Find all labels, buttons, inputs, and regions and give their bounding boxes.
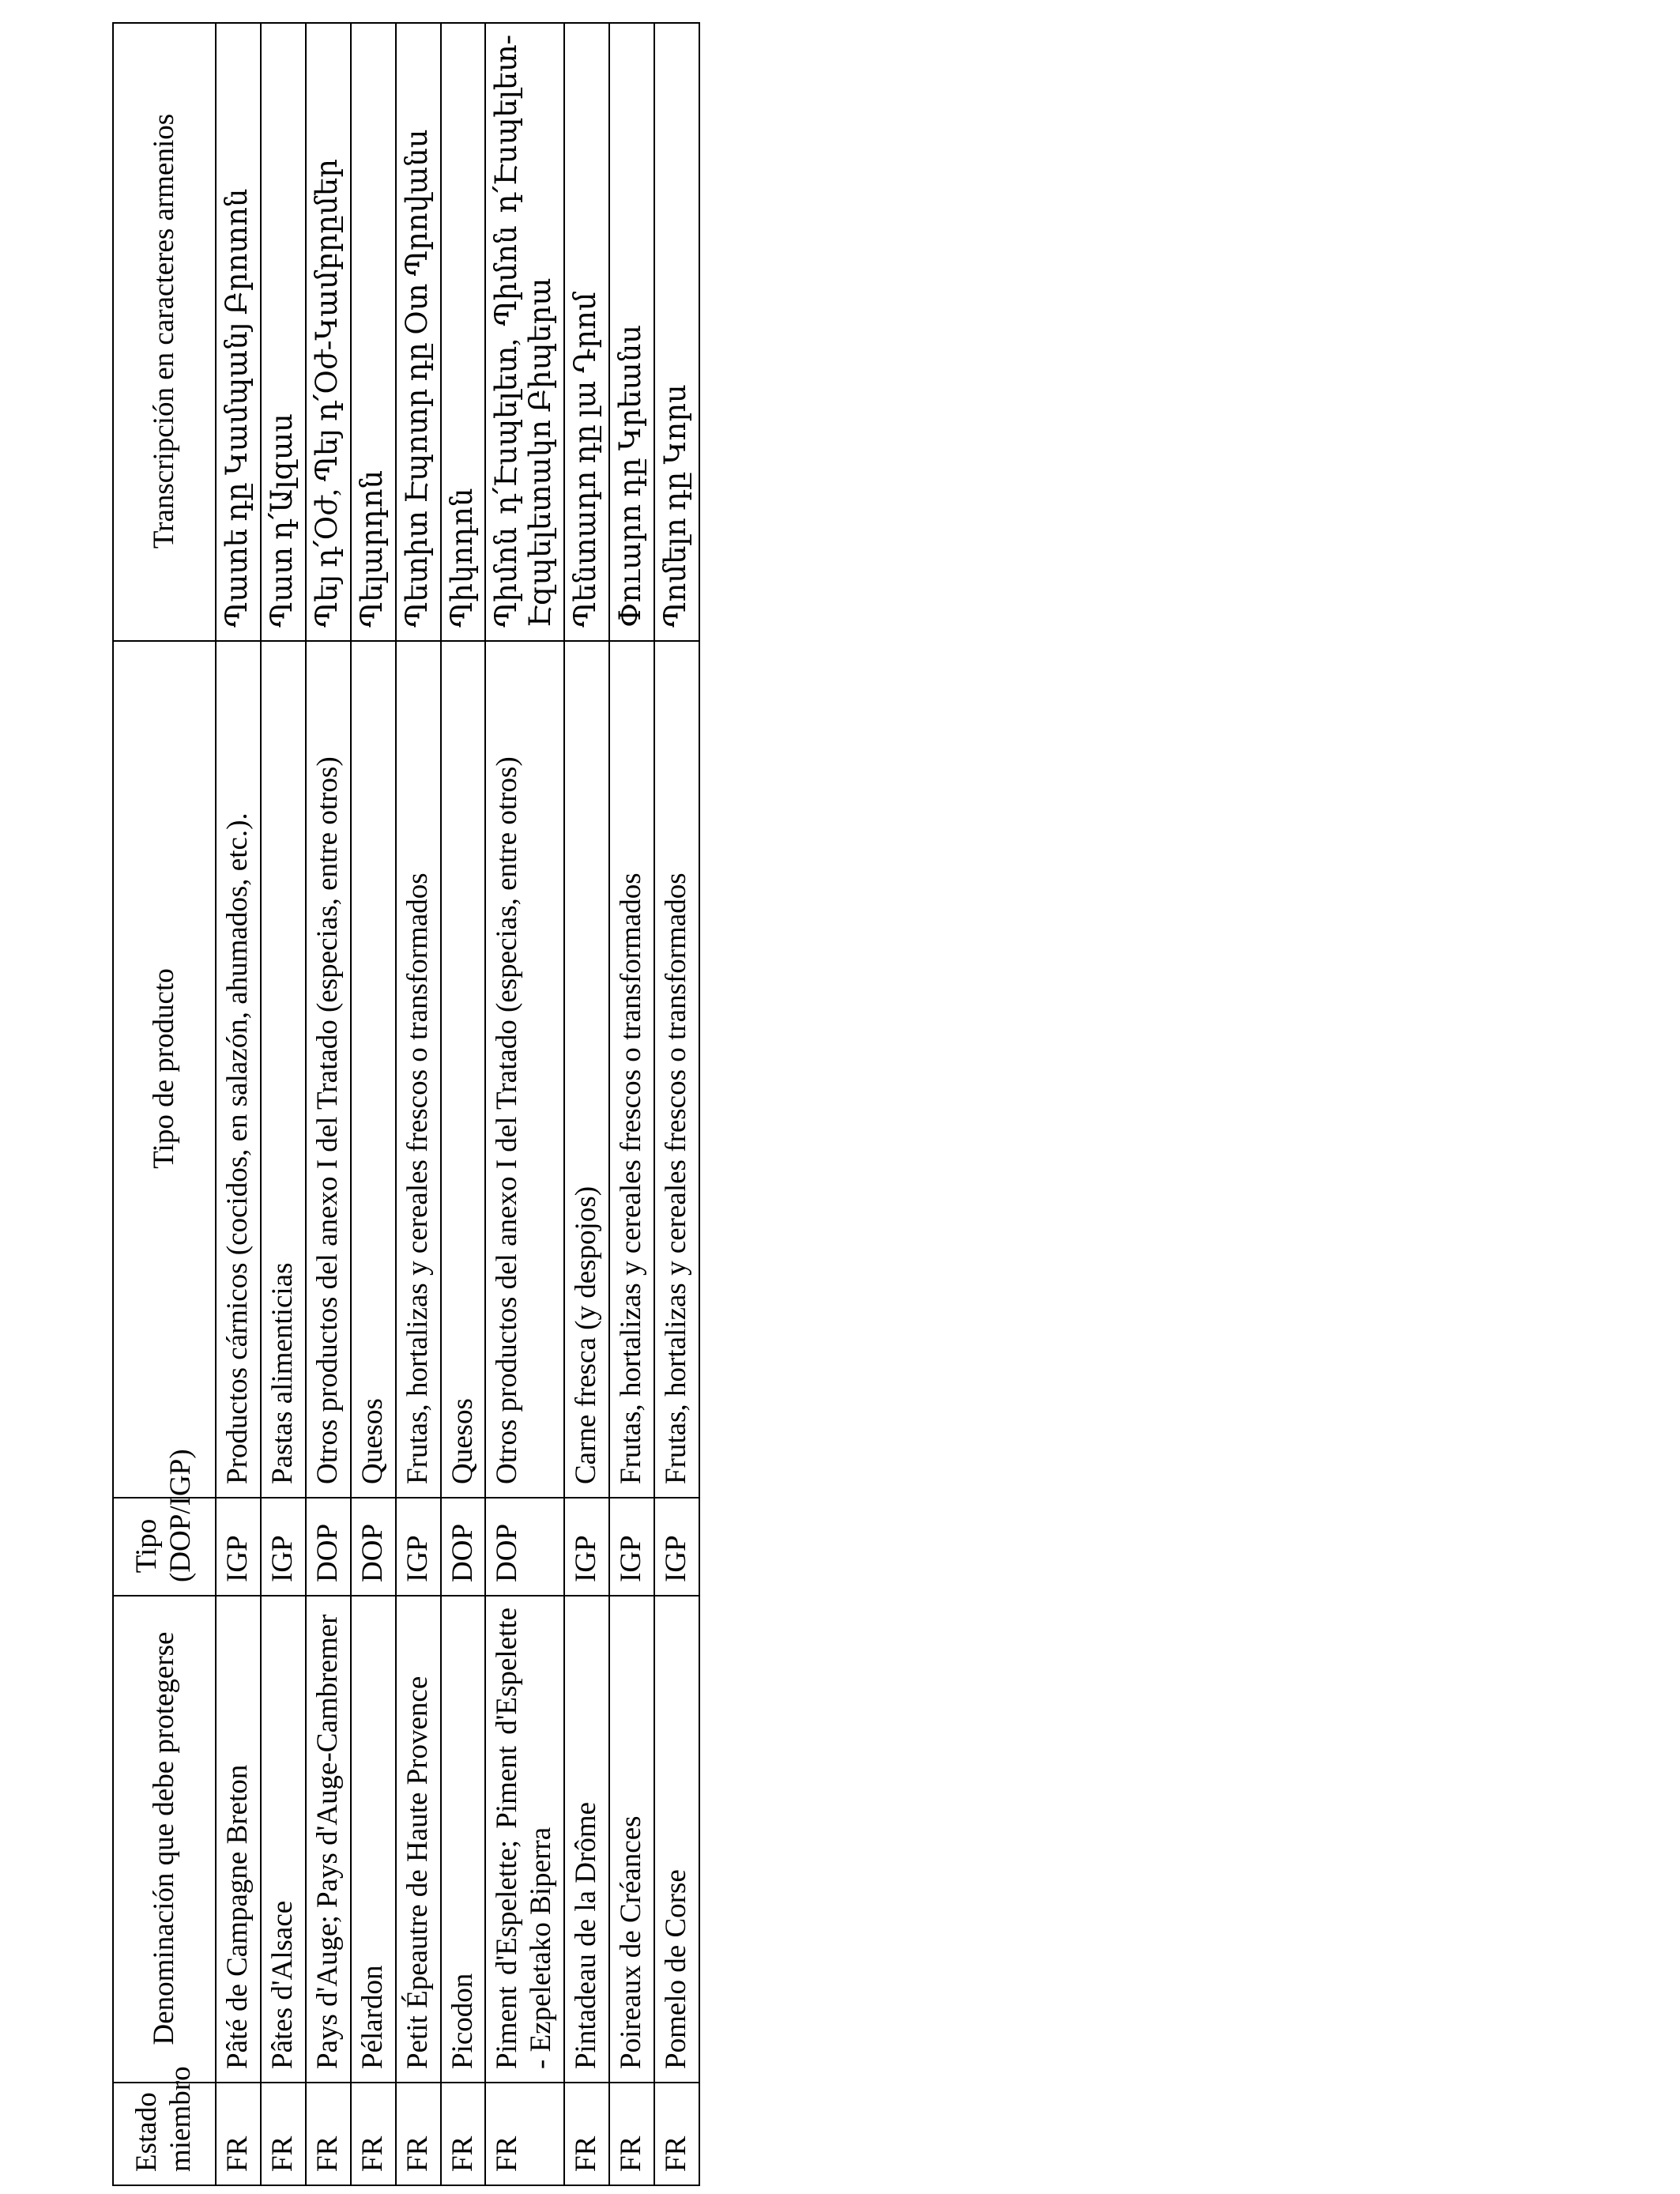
cell-tipo: DOP — [306, 1498, 351, 1596]
cell-transcripcion: Փուարո դը Կրեանս — [609, 23, 654, 641]
cell-tipo: IGP — [261, 1498, 306, 1596]
cell-transcripcion: Պատ դ՛Ալզաս — [261, 23, 306, 641]
cell-denominacion: Poireaux de Créances — [609, 1596, 654, 2083]
cell-estado: FR — [351, 2083, 396, 2185]
header-tipo-dop-igp: Tipo (DOP/IGP) — [113, 1498, 216, 1596]
cell-tipo: IGP — [564, 1498, 609, 1596]
table-row — [396, 23, 441, 2185]
cell-producto: Carne fresca (y despojos) — [564, 641, 609, 1498]
cell-tipo: IGP — [216, 1498, 261, 1596]
cell-producto: Otros productos del anexo I del Tratado (especias, entre otros) — [485, 641, 564, 1498]
cell-producto: Frutas, hortalizas y cereales frescos o transformados — [609, 641, 654, 1498]
cell-transcripcion: Պիկոդոն — [441, 23, 486, 641]
cell-tipo: DOP — [351, 1498, 396, 1596]
header-estado-miembro: Estado miembro — [113, 2083, 216, 2185]
cell-producto: Quesos — [441, 641, 486, 1498]
header-transcripcion: Transcripción en caracteres armenios — [113, 23, 216, 641]
cell-producto: Quesos — [351, 641, 396, 1498]
cell-tipo: IGP — [396, 1498, 441, 1596]
cell-tipo: DOP — [485, 1498, 564, 1596]
table-row — [609, 23, 654, 2185]
cell-estado: FR — [216, 2083, 261, 2185]
table-row — [216, 23, 261, 2185]
cell-estado: FR — [261, 2083, 306, 2185]
cell-estado: FR — [441, 2083, 486, 2185]
cell-transcripcion: Պեյ դ՛Օժ, Պեյ դ՛Օժ-Կամբրըմեր — [306, 23, 351, 641]
cell-denominacion: Pomelo de Corse — [654, 1596, 699, 2083]
cell-tipo: IGP — [654, 1498, 699, 1596]
cell-estado: FR — [564, 2083, 609, 2185]
cell-producto: Frutas, hortalizas y cereales frescos o transformados — [654, 641, 699, 1498]
cell-producto: Productos cárnicos (cocidos, en salazón, ahumados, etc.). — [216, 641, 261, 1498]
cell-producto: Pastas alimenticias — [261, 641, 306, 1498]
cell-denominacion: Picodon — [441, 1596, 486, 2083]
cell-tipo: DOP — [441, 1498, 486, 1596]
cell-transcripcion: Պիմոն դ՛Էսպելետ, Պիմոն դ՛Էսպելետ-Էզպելետակո Բիպերա — [485, 23, 564, 641]
cell-producto: Frutas, hortalizas y cereales frescos o transformados — [396, 641, 441, 1498]
table-row — [441, 23, 486, 2185]
cell-transcripcion: Պատե դը Կամպանյ Բրոտոն — [216, 23, 261, 641]
header-tipo-de-producto: Tipo de producto — [113, 641, 216, 1498]
cell-tipo: IGP — [609, 1498, 654, 1596]
cell-denominacion: Pâtes d'Alsace — [261, 1596, 306, 2083]
cell-denominacion: Pâté de Campagne Breton — [216, 1596, 261, 2083]
cell-denominacion: Petit Épeautre de Haute Provence — [396, 1596, 441, 2083]
cell-producto: Otros productos del anexo I del Tratado (especias, entre otros) — [306, 641, 351, 1498]
denominations-table — [112, 22, 700, 2186]
table-row — [261, 23, 306, 2185]
cell-transcripcion: Պետիտ Էպոտր դը Օտ Պրովանս — [396, 23, 441, 641]
rotated-table-container — [112, 24, 1086, 2186]
cell-estado: FR — [609, 2083, 654, 2185]
cell-estado: FR — [396, 2083, 441, 2185]
cell-estado: FR — [306, 2083, 351, 2185]
cell-estado: FR — [485, 2083, 564, 2185]
header-denominacion: Denominación que debe protegerse — [113, 1596, 216, 2083]
cell-denominacion: Pélardon — [351, 1596, 396, 2083]
cell-estado: FR — [654, 2083, 699, 2185]
cell-denominacion: Pays d'Auge; Pays d'Auge-Cambremer — [306, 1596, 351, 2083]
cell-transcripcion: Պելարդոն — [351, 23, 396, 641]
table-row — [351, 23, 396, 2185]
table-header-row — [113, 23, 216, 2185]
cell-denominacion: Pintadeau de la Drôme — [564, 1596, 609, 2083]
cell-denominacion: Piment d'Espelette; Piment d'Espelette - Ezpeletako Biperra — [485, 1596, 564, 2083]
cell-transcripcion: Պենտադո դը լա Դրոմ — [564, 23, 609, 641]
table-row — [485, 23, 564, 2185]
table-row — [564, 23, 609, 2185]
cell-transcripcion: Պոմելո դը Կորս — [654, 23, 699, 641]
table-row — [306, 23, 351, 2185]
table-row — [654, 23, 699, 2185]
